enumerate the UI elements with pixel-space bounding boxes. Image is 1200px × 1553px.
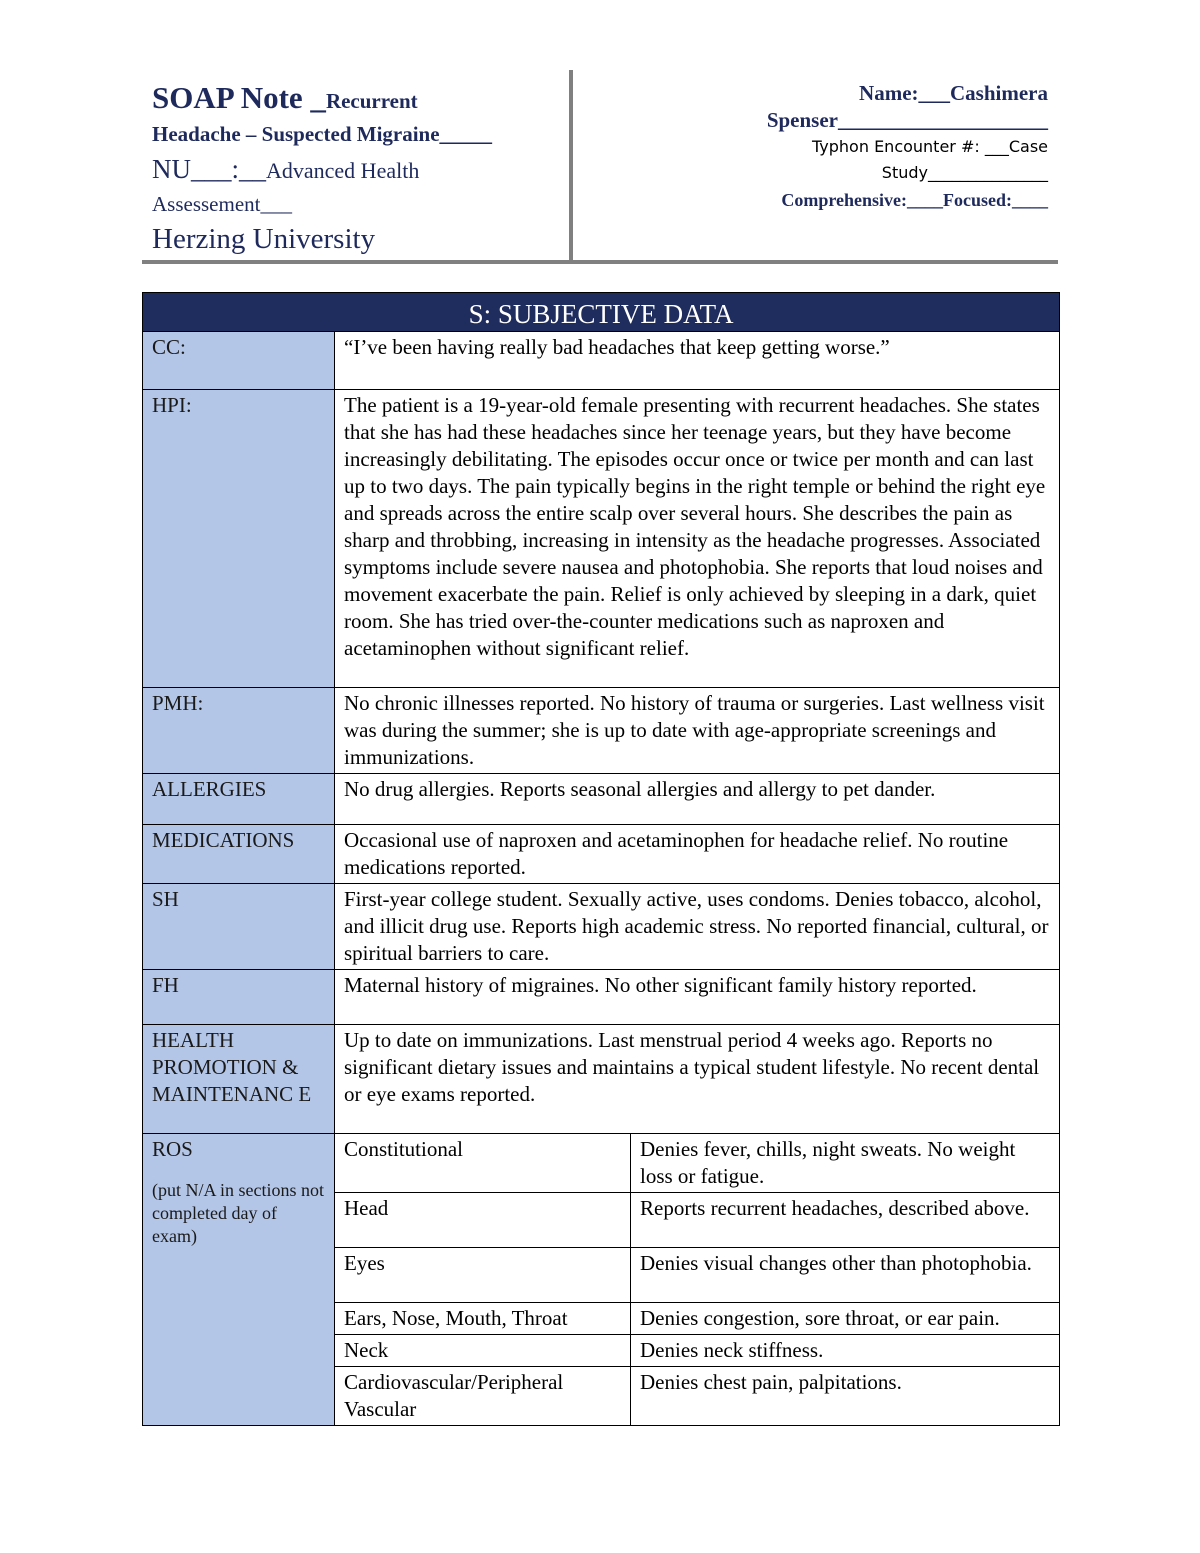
ros-system: Neck: [335, 1335, 631, 1367]
title-suffix: Recurrent: [325, 89, 418, 113]
header-right-block: [702, 80, 1048, 214]
ros-system: Cardiovascular/Peripheral Vascular: [335, 1367, 631, 1426]
title-text: SOAP Note _: [152, 80, 326, 115]
table-row: [143, 825, 1060, 884]
row-value: Occasional use of naproxen and acetaminophen for headache relief. No routine medications reported.: [335, 825, 1060, 884]
university-name: Herzing University: [152, 223, 376, 255]
row-value: “I’ve been having really bad headaches that keep getting worse.”: [335, 332, 1060, 390]
section-header-row: [143, 293, 1060, 332]
note-subtitle: Headache – Suspected Migraine_____: [152, 122, 493, 146]
ros-finding: Denies neck stiffness.: [631, 1335, 1060, 1367]
table-row: [143, 688, 1060, 774]
ros-label: ROS: [152, 1137, 193, 1161]
section-title: S: SUBJECTIVE DATA: [143, 293, 1060, 332]
row-label: HEALTH PROMOTION & MAINTENANC E: [143, 1025, 335, 1134]
subjective-data-table: [142, 292, 1060, 1426]
table-row: [143, 332, 1060, 390]
ros-finding: Denies chest pain, palpitations.: [631, 1367, 1060, 1426]
student-name-line2: Spenser____________________: [766, 108, 1048, 132]
row-label: PMH:: [143, 688, 335, 774]
encounter-type: Comprehensive:____Focused:____: [781, 190, 1048, 210]
ros-system: Head: [335, 1193, 631, 1248]
row-value: No chronic illnesses reported. No history of trauma or surgeries. Last wellness visit was during the summer; she is up to date with age-appropriate screenings and immunizations.: [335, 688, 1060, 774]
ros-finding: Reports recurrent headaches, described above.: [631, 1193, 1060, 1248]
student-name-line1: Name:___Cashimera: [859, 81, 1048, 105]
row-label: ALLERGIES: [143, 774, 335, 825]
ros-row: [143, 1134, 1060, 1193]
ros-system: Eyes: [335, 1248, 631, 1303]
course-line: [152, 153, 557, 187]
ros-system: Ears, Nose, Mouth, Throat: [335, 1303, 631, 1335]
table-row: [143, 884, 1060, 970]
table-row: [143, 774, 1060, 825]
ros-finding: Denies congestion, sore throat, or ear pain.: [631, 1303, 1060, 1335]
course-prefix: NU___:__: [152, 154, 266, 184]
typhon-encounter-line1: Typhon Encounter #: ___Case: [812, 137, 1048, 156]
table-row: [143, 1025, 1060, 1134]
row-value: Up to date on immunizations. Last menstrual period 4 weeks ago. Reports no significant dietary issues and maintains a typical student lifestyle. No recent dental or eye exams reported.: [335, 1025, 1060, 1134]
header-vertical-divider: [569, 70, 573, 260]
note-title: [152, 80, 557, 119]
document-header: [142, 70, 1058, 266]
row-label: SH: [143, 884, 335, 970]
row-label: MEDICATIONS: [143, 825, 335, 884]
course-name: Advanced Health: [266, 158, 420, 183]
row-value: Maternal history of migraines. No other significant family history reported.: [335, 970, 1060, 1025]
ros-label-cell: [143, 1134, 335, 1426]
ros-finding: Denies visual changes other than photophobia.: [631, 1248, 1060, 1303]
typhon-encounter-line2: Study_______________: [881, 163, 1048, 182]
row-value: The patient is a 19-year-old female presenting with recurrent headaches. She states that she has had these headaches since her teenage years, but they have become increasingly debilitating. The episodes occur once or twice per month and can last up to two days. The pain typically begins in the right temple or behind the right eye and spreads across the entire scalp over several hours. She describes the pain as sharp and throbbing, increasing in intensity as the headache progresses. Associated symptoms include severe nausea and photophobia. She reports that loud noises and movement exacerbate the pain. Relief is only achieved by sleeping in a dark, quiet room. She has tried over-the-counter medications such as naproxen and acetaminophen without significant relief.: [335, 390, 1060, 688]
row-value: First-year college student. Sexually active, uses condoms. Denies tobacco, alcohol, and illicit drug use. Reports high academic stress. No reported financial, cultural, or spiritual barriers to care.: [335, 884, 1060, 970]
ros-note: (put N/A in sections not completed day of exam): [152, 1180, 324, 1246]
row-value: No drug allergies. Reports seasonal allergies and allergy to pet dander.: [335, 774, 1060, 825]
ros-system: Constitutional: [335, 1134, 631, 1193]
course-line-continued: Assessement___: [152, 192, 292, 216]
header-bottom-rule: [142, 260, 1058, 264]
row-label: CC:: [143, 332, 335, 390]
row-label: FH: [143, 970, 335, 1025]
header-left-block: [152, 80, 557, 257]
table-row: [143, 390, 1060, 688]
ros-finding: Denies fever, chills, night sweats. No weight loss or fatigue.: [631, 1134, 1060, 1193]
table-row: [143, 970, 1060, 1025]
row-label: HPI:: [143, 390, 335, 688]
